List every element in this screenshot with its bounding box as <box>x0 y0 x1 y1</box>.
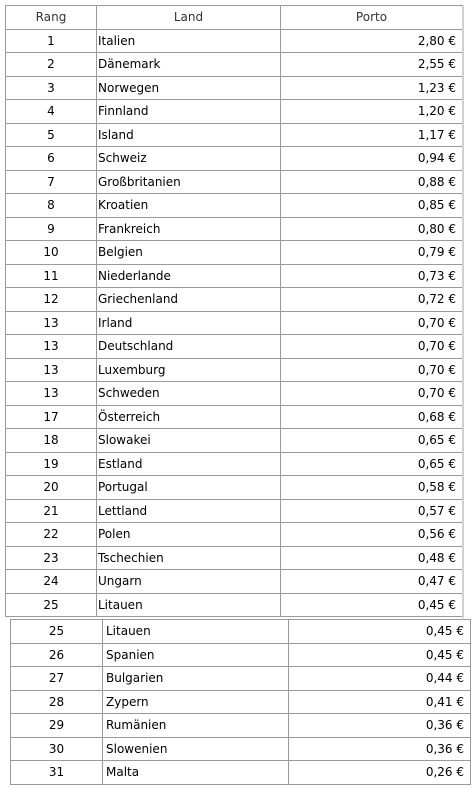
country-cell: Finnland <box>97 100 281 124</box>
table-row <box>6 311 463 335</box>
table-row <box>6 53 463 77</box>
rank-cell: 27 <box>11 667 103 691</box>
country-cell: Ungarn <box>97 570 281 594</box>
table-row <box>6 429 463 453</box>
header-postage: Porto <box>281 6 463 30</box>
postage-cell: 2,55 € <box>281 53 463 77</box>
postage-cell: 0,36 € <box>289 737 471 761</box>
country-cell: Malta <box>103 761 289 785</box>
postage-table-bottom <box>10 619 471 785</box>
table-row <box>11 761 471 785</box>
table-row <box>6 382 463 406</box>
postage-cell: 0,88 € <box>281 170 463 194</box>
rank-cell: 3 <box>6 76 97 100</box>
table-row <box>6 476 463 500</box>
postage-cell: 0,72 € <box>281 288 463 312</box>
rank-cell: 30 <box>11 737 103 761</box>
rank-cell: 12 <box>6 288 97 312</box>
table-row <box>6 147 463 171</box>
country-cell: Litauen <box>103 620 289 644</box>
table-row <box>6 100 463 124</box>
country-cell: Litauen <box>97 593 281 617</box>
table-body-bottom <box>11 620 471 785</box>
table-row <box>6 523 463 547</box>
table-row <box>6 546 463 570</box>
country-cell: Italien <box>97 29 281 53</box>
table-row <box>6 593 463 617</box>
rank-cell: 1 <box>6 29 97 53</box>
table-row <box>6 123 463 147</box>
rank-cell: 25 <box>6 593 97 617</box>
table-row <box>11 667 471 691</box>
country-cell: Schweden <box>97 382 281 406</box>
rank-cell: 21 <box>6 499 97 523</box>
table-row <box>11 643 471 667</box>
table-row <box>6 358 463 382</box>
postage-cell: 2,80 € <box>281 29 463 53</box>
rank-cell: 6 <box>6 147 97 171</box>
postage-cell: 0,48 € <box>281 546 463 570</box>
rank-cell: 4 <box>6 100 97 124</box>
rank-cell: 9 <box>6 217 97 241</box>
rank-cell: 29 <box>11 714 103 738</box>
postage-cell: 0,73 € <box>281 264 463 288</box>
header-row <box>6 6 463 30</box>
country-cell: Polen <box>97 523 281 547</box>
postage-cell: 0,26 € <box>289 761 471 785</box>
rank-cell: 13 <box>6 358 97 382</box>
postage-table-top <box>5 5 463 617</box>
rank-cell: 5 <box>6 123 97 147</box>
table-row <box>6 194 463 218</box>
table-row <box>6 241 463 265</box>
country-cell: Kroatien <box>97 194 281 218</box>
country-cell: Portugal <box>97 476 281 500</box>
postage-cell: 0,94 € <box>281 147 463 171</box>
country-cell: Frankreich <box>97 217 281 241</box>
postage-cell: 0,65 € <box>281 452 463 476</box>
header-rank: Rang <box>6 6 97 30</box>
table-row <box>6 335 463 359</box>
postage-cell: 0,36 € <box>289 714 471 738</box>
table-row <box>6 452 463 476</box>
country-cell: Irland <box>97 311 281 335</box>
postage-cell: 0,70 € <box>281 335 463 359</box>
rank-cell: 19 <box>6 452 97 476</box>
rank-cell: 24 <box>6 570 97 594</box>
table-edge-shadow <box>462 6 464 618</box>
country-cell: Zypern <box>103 690 289 714</box>
table-row <box>6 499 463 523</box>
country-cell: Schweiz <box>97 147 281 171</box>
postage-cell: 0,45 € <box>281 593 463 617</box>
country-cell: Norwegen <box>97 76 281 100</box>
table-row <box>11 620 471 644</box>
country-cell: Deutschland <box>97 335 281 359</box>
country-cell: Slowakei <box>97 429 281 453</box>
rank-cell: 23 <box>6 546 97 570</box>
rank-cell: 8 <box>6 194 97 218</box>
table-row <box>6 264 463 288</box>
table-row <box>6 570 463 594</box>
country-cell: Österreich <box>97 405 281 429</box>
rank-cell: 7 <box>6 170 97 194</box>
country-cell: Tschechien <box>97 546 281 570</box>
country-cell: Rumänien <box>103 714 289 738</box>
rank-cell: 28 <box>11 690 103 714</box>
table-row <box>11 690 471 714</box>
postage-cell: 0,68 € <box>281 405 463 429</box>
postage-cell: 1,23 € <box>281 76 463 100</box>
postage-cell: 0,45 € <box>289 620 471 644</box>
country-cell: Spanien <box>103 643 289 667</box>
postage-cell: 0,70 € <box>281 358 463 382</box>
country-cell: Luxemburg <box>97 358 281 382</box>
country-cell: Estland <box>97 452 281 476</box>
country-cell: Großbritanien <box>97 170 281 194</box>
postage-cell: 0,41 € <box>289 690 471 714</box>
header-country: Land <box>97 6 281 30</box>
table-row <box>6 76 463 100</box>
rank-cell: 26 <box>11 643 103 667</box>
table-row <box>11 737 471 761</box>
postage-cell: 0,44 € <box>289 667 471 691</box>
rank-cell: 17 <box>6 405 97 429</box>
postage-cell: 0,70 € <box>281 382 463 406</box>
table-body-top <box>6 29 463 617</box>
postage-cell: 1,20 € <box>281 100 463 124</box>
postage-cell: 1,17 € <box>281 123 463 147</box>
table-row <box>6 405 463 429</box>
table-row <box>11 714 471 738</box>
rank-cell: 11 <box>6 264 97 288</box>
postage-cell: 0,80 € <box>281 217 463 241</box>
rank-cell: 13 <box>6 311 97 335</box>
postage-cell: 0,58 € <box>281 476 463 500</box>
rank-cell: 13 <box>6 335 97 359</box>
rank-cell: 2 <box>6 53 97 77</box>
country-cell: Griechenland <box>97 288 281 312</box>
country-cell: Niederlande <box>97 264 281 288</box>
country-cell: Island <box>97 123 281 147</box>
rank-cell: 31 <box>11 761 103 785</box>
rank-cell: 13 <box>6 382 97 406</box>
postage-cell: 0,57 € <box>281 499 463 523</box>
rank-cell: 20 <box>6 476 97 500</box>
postage-cell: 0,65 € <box>281 429 463 453</box>
postage-cell: 0,79 € <box>281 241 463 265</box>
country-cell: Bulgarien <box>103 667 289 691</box>
country-cell: Slowenien <box>103 737 289 761</box>
table-row <box>6 217 463 241</box>
country-cell: Dänemark <box>97 53 281 77</box>
rank-cell: 25 <box>11 620 103 644</box>
table-row <box>6 29 463 53</box>
postage-cell: 0,56 € <box>281 523 463 547</box>
postage-cell: 0,45 € <box>289 643 471 667</box>
rank-cell: 18 <box>6 429 97 453</box>
country-cell: Belgien <box>97 241 281 265</box>
table-row <box>6 170 463 194</box>
postage-cell: 0,70 € <box>281 311 463 335</box>
postage-cell: 0,85 € <box>281 194 463 218</box>
postage-cell: 0,47 € <box>281 570 463 594</box>
table-row <box>6 288 463 312</box>
country-cell: Lettland <box>97 499 281 523</box>
rank-cell: 10 <box>6 241 97 265</box>
rank-cell: 22 <box>6 523 97 547</box>
